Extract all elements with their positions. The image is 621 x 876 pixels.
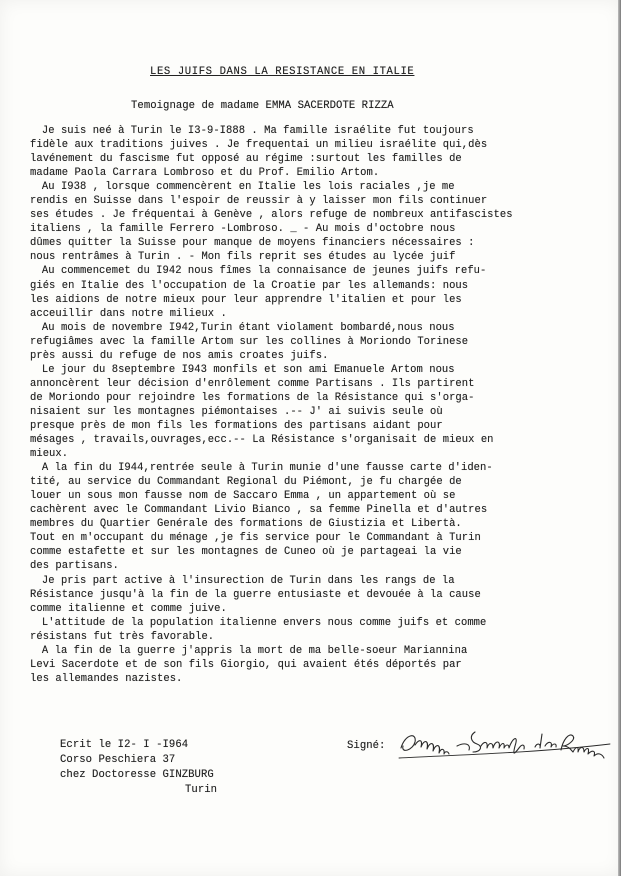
body-line: A la fin de la guerre j'appris la mort de ma belle-soeur Mariannina: [41, 644, 468, 657]
body-line: comme italienne et comme juive.: [30, 602, 227, 615]
body-line: Levi Sacerdote et de son fils Giorgio, qui avaient étés déportés par: [30, 658, 462, 671]
body-line: acceuillir dans notre milieux .: [30, 307, 227, 320]
body-line: Au commencemet du I942 nous fîmes la connaisance de jeunes juifs refu-: [41, 265, 487, 278]
body-line: comme estafette et sur les montagnes de Cuneo où je partageai la vie: [30, 546, 462, 559]
testimony-body: [30, 124, 590, 686]
body-line: tité, au service du Commandant Regional du Piémont, je fu chargée de: [30, 476, 462, 489]
body-line: cachèrent avec le Commandant Livio Bianco , sa femme Pinella et d'autres: [30, 504, 488, 517]
body-line: mésages , travails,ouvrages,ecc.-- La Résistance s'organisait de mieux en: [30, 434, 494, 447]
body-line: Tout en m'occupant du ménage ,je fis service pour le Commandant à Turin: [30, 532, 481, 545]
signature-label: Signé:: [347, 740, 386, 752]
body-line: nisaient sur les montagnes piémontaises .-- J' ai suivis seule où: [30, 405, 443, 418]
address-block: [60, 738, 217, 798]
address-street: Corso Peschiera 37: [60, 754, 176, 766]
body-line: ses études . Je fréquentai à Genève , alors refuge de nombreux antifascistes: [30, 209, 513, 222]
body-line: A la fin du I944,rentrée seule à Turin munie d'une fausse carte d'iden-: [41, 462, 493, 475]
body-line: de Moriondo pour rejoindre les formations de la Résistance qui s'orga-: [30, 391, 475, 404]
body-line: les allemandes nazistes.: [30, 672, 183, 685]
body-line: giés en Italie des l'occupation de la Croatie par les allemands: nous: [30, 279, 469, 292]
body-line: annoncèrent leur décision d'enrôlement comme Partisans . Ils partirent: [30, 377, 475, 390]
body-line: presque près de mon fils les formations des partisans aidant pour: [30, 419, 443, 432]
body-line: les aidions de notre mieux pour leur apprendre l'italien et pour les: [30, 293, 462, 306]
body-line: nous rentrâmes à Turin . - Mon fils reprit ses études au lycée juif: [30, 251, 456, 264]
body-line: près aussi du refuge de nos amis croates juifs.: [30, 349, 329, 362]
body-line: L'attitude de la population italienne envers nous comme juifs et comme: [41, 616, 487, 629]
body-line: dûmes quitter la Suisse pour manque de moyens financiers nécessaires :: [30, 237, 475, 250]
document-title: LES JUIFS DANS LA RESISTANCE EN ITALIE: [150, 66, 415, 78]
body-line: Le jour du 8septembre I943 monfils et son ami Emanuele Artom nous: [41, 363, 455, 376]
body-line: lavénement du fascisme fut opposé au régime :surtout les familles de: [30, 153, 462, 166]
body-line: Je suis neé à Turin le I3-9-I888 . Ma famille israélite fut toujours: [41, 125, 474, 137]
document-subtitle: Temoignage de madame EMMA SACERDOTE RIZZA: [131, 100, 394, 112]
body-line: Au mois de novembre I942,Turin étant violament bombardé,nous nous: [41, 321, 455, 334]
body-line: refugiâmes avec la famille Artom sur les collines à Moriondo Torinese: [30, 335, 469, 348]
body-line: louer un sous mon fausse nom de Saccaro Emma , un appartement où se: [30, 490, 456, 503]
body-line: membres du Quartier Genérale des formations de Giustizia et Libertà.: [30, 518, 462, 531]
address-care-of: chez Doctoresse GINZBURG: [60, 769, 214, 781]
address-date: Ecrit le I2- I -I964: [60, 739, 189, 751]
body-line: madame Paola Carrara Lombroso et du Prof. Emilio Artom.: [30, 167, 380, 180]
body-line: rendis en Suisse dans l'espoir de reussir à y laisser mon fils continuer: [30, 195, 488, 208]
body-line: mieux.: [30, 448, 69, 461]
body-line: Au I938 , lorsque commencèrent en Italie les lois raciales ,je me: [41, 181, 455, 194]
address-city: Turin: [185, 784, 218, 796]
body-line: italiens , la famille Ferrero -Lombroso. _ - Au mois d'octobre nous: [30, 223, 456, 236]
body-line: Je pris part active à l'insurection de Turin dans les rangs de la: [41, 574, 455, 587]
body-line: fidèle aux traditions juives . Je frequentai un milieu israélite qui,dès: [30, 139, 488, 152]
body-line: résistans fut très favorable.: [30, 630, 215, 643]
handwritten-signature: [395, 720, 620, 768]
body-line: Résistance jusqu'à la fin de la guerre entusiaste et devouée à la cause: [30, 588, 481, 601]
body-line: des partisans.: [30, 560, 119, 573]
